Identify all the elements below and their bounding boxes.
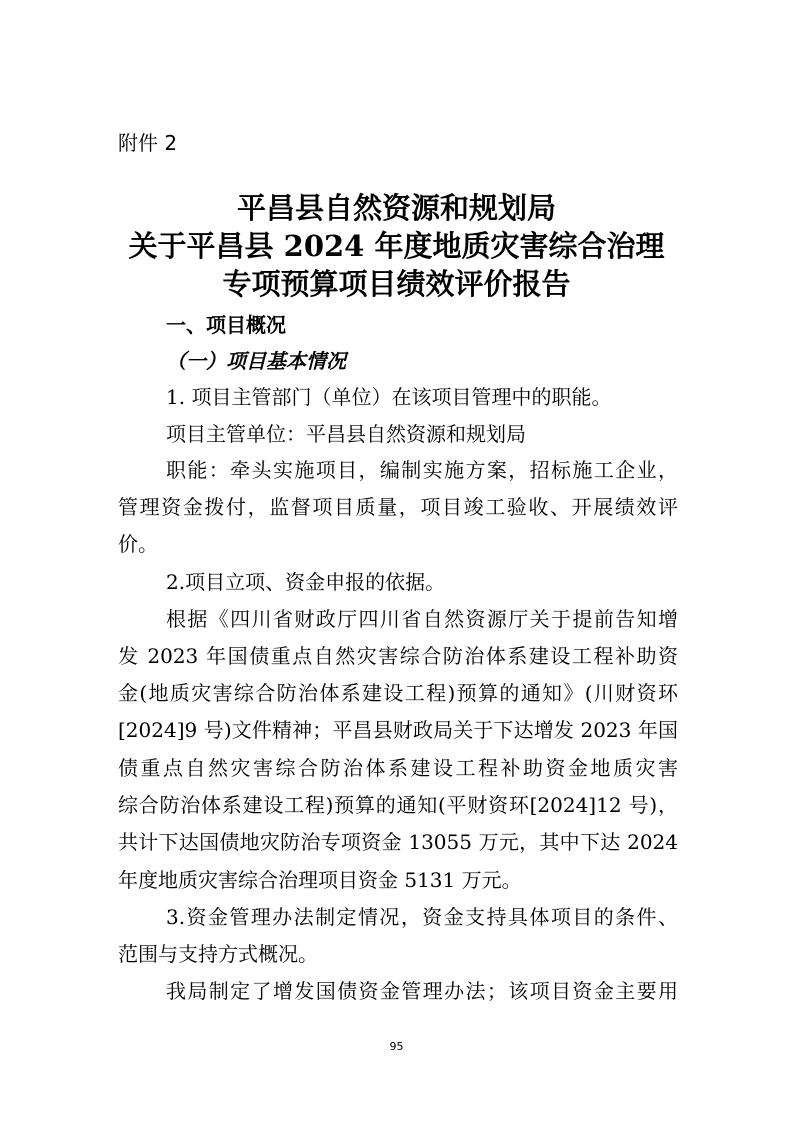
report-title-line-2: 关于平昌县 2024 年度地质灾害综合治理 (128, 229, 665, 263)
item3-heading: 3.资金管理办法制定情况，资金支持具体项目的条件、 (166, 905, 678, 929)
item3-line: 我局制定了增发国债资金管理办法；该项目资金主要用 (166, 979, 678, 1003)
page-number: 95 (389, 1040, 404, 1053)
item1-duty-line: 管理资金拨付，监督项目质量，项目竣工验收、开展绩效评 (118, 495, 678, 519)
report-title-line-1: 平昌县自然资源和规划局 (236, 191, 556, 225)
subsection-heading: （一）项目基本情况 (166, 349, 346, 373)
section-heading: 一、项目概况 (166, 313, 286, 337)
item2-line: [2024]9 号)文件精神；平昌县财政局关于下达增发 2023 年国 (118, 718, 678, 742)
item2-line: 金(地质灾害综合防治体系建设工程)预算的通知》(川财资环 (118, 681, 678, 705)
report-title-line-3: 专项预算项目绩效评价报告 (222, 267, 571, 301)
attachment-label: 附件 2 (118, 131, 178, 155)
item3-heading: 范围与支持方式概况。 (118, 942, 318, 966)
item1-duty-line: 职能：牵头实施项目，编制实施方案，招标施工企业， (166, 458, 678, 482)
item2-line: 年度地质灾害综合治理项目资金 5131 万元。 (118, 868, 522, 892)
item2-heading: 2.项目立项、资金申报的依据。 (166, 570, 446, 594)
item1-duty-line: 价。 (118, 532, 158, 556)
item2-line: 综合防治体系建设工程)预算的通知(平财资环[2024]12 号)， (118, 793, 678, 817)
item1-heading: 1. 项目主管部门（单位）在该项目管理中的职能。 (166, 385, 612, 409)
item2-line: 债重点自然灾害综合防治体系建设工程补助资金地质灾害 (118, 756, 678, 780)
item2-line: 根据《四川省财政厅四川省自然资源厅关于提前告知增 (166, 607, 678, 631)
item2-line: 发 2023 年国债重点自然灾害综合防治体系建设工程补助资 (118, 644, 678, 668)
item2-line: 共计下达国债地灾防治专项资金 13055 万元，其中下达 2024 (118, 830, 678, 854)
item1-unit-line: 项目主管单位：平昌县自然资源和规划局 (166, 422, 526, 446)
